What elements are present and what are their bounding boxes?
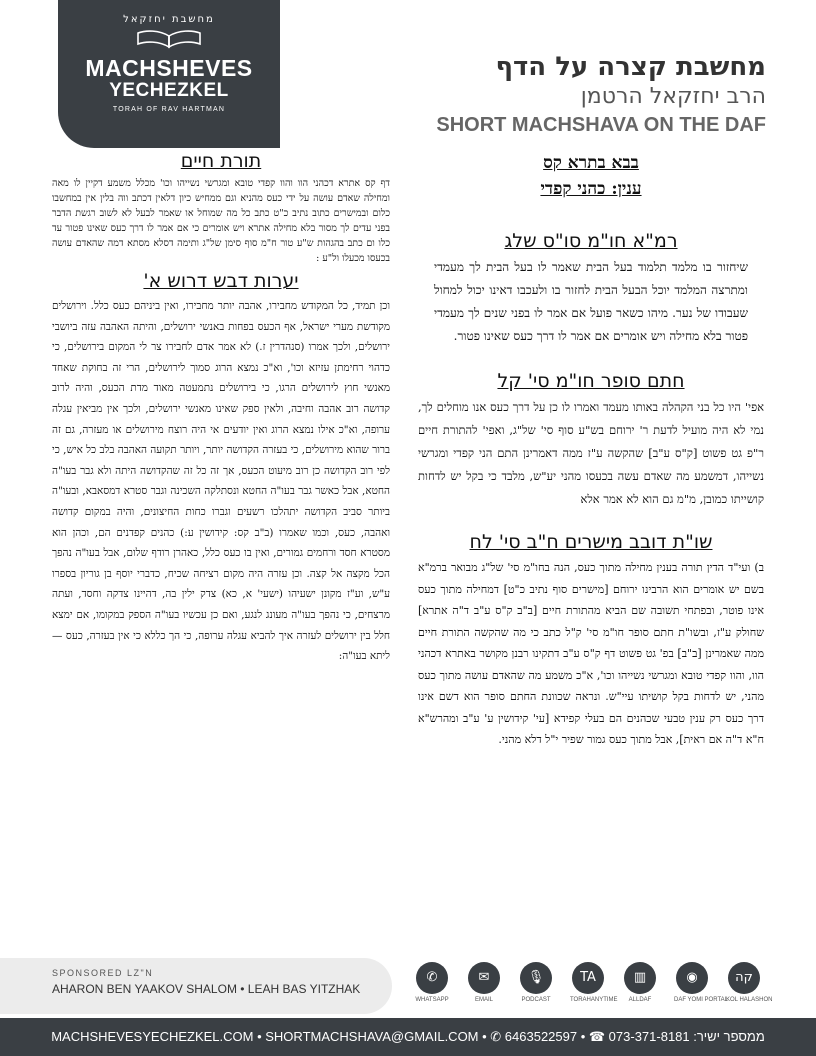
section-title-dovev-meisharim: שו"ת דובב מישרים ח"ב סי' לח [469, 531, 713, 553]
section-text-dovev-meisharim: ב) ועי"ד הדין תורה בענין מחילה מתוך כעס, הנה בחו"מ סי' של"ג מבואר ברמ"א בשם יש אומרים הוא הרבינו ירוחם [מישרים סוף נתיב כ"ט] דמחילה מתוך כעס אינו פוטר, ובפתחי תשובה שם הביא מהתורת חיים [ב"ב ק"ס ע"ב ד"ה אתרא] שחולק ע"ז, ובשו"ת חתם סופר חו"מ סי' ק"ל כתב כי מה שהקשה התורת חיים ממה שאמרינן [ב"ב] בפ' גט פשוט דף ק"ס ע"ב דתקינו רבנן מקושר באתרא דכהני הוו, והוו קפדי טובא ומגרשי נשייהו וכו', א"כ משמע מה שהאדם עושה מתוך כעס מהני, יש לדחות בקל קושיתו עיי"ש. ונראה שכוונת החתם סופר הוא דשם אינו דרך כעס רק ענין טבעי שכהנים הם בעלי קפידא [עי' קידושין ע' ע"ב ומהרש"א ח"א ד"ה אם ראית], אבל מתוך כעס גמור שפיר י"ל דלא מהני. [418, 561, 764, 746]
page-title-english: SHORT MACHSHAVA ON THE DAF [436, 114, 766, 136]
whatsapp-link[interactable]: ✆ WHATSAPP [414, 962, 450, 1003]
kolhalashon-icon: קה [728, 962, 760, 994]
links-bar [414, 962, 774, 1012]
kolhalashon-link[interactable]: קה KOL HALASHON [726, 962, 762, 1003]
section-title-toras-chaim: תורת חיים [180, 150, 262, 172]
page-title: מחשבת קצרה על הדף [495, 52, 766, 82]
section-text-toras-chaim: דף קס אתרא דכהני הוו והוו קפדי טובא ומגרשי נשייהו וכו' מכלל משמע דקיין לו מאה ומחילה שאדם עושה על ידי כעס מהניא וגם ממחיש כיון דלאין דכתב ווה בלין אין במחשבו כלום ובמישרים כתוב נתיב כ"ט כתב כל מה שמוחל או שאמר לבעל לא לשוב רגשת הדבר בפני עדים לך מסור בלא מחילה אתרא ויש אומרים כי אם אמר לו דרך כעס שאינו פטור עד כלו ום כתב בהגהות ש"ע טור ח"מ סוף סימן של"ג ותימה דסלא מסתא דמה שהאדם עושה בכעסו מכעלו ול"ע : [52, 178, 390, 264]
book-icon [134, 27, 204, 49]
dafyomi-portal-icon: ◉ [676, 962, 708, 994]
sponsor-names: AHARON BEN YAAKOV SHALOM • LEAH BAS YITZHAK [52, 982, 361, 996]
logo-line2: YECHEZKEL [109, 80, 229, 101]
dafyomi-portal-link[interactable]: ◉ DAF YOMI PORTAL [674, 962, 710, 1003]
section-text-chasam-sofer: אפי' היו כל בני הקהלה באותו מעמד ואמרו לו כן על דרך כעס אנו מוחלים לך, נמי לא היה מועיל לדעת ר' ירוחם בש"ע סוף סי' של"ג, ואפי' להתורת חיים ר"פ גט פשוט [ק"ס ע"ב] שהקשה ע"ז ממה דאמרינן התם הני קפדי ומגרשי נשייהו, דמשמע מה שאדם עשה בכעסו מהני יע"ש, מלבד כי בקל יש לדחות קושייתו כמובן, מ"מ גם הוא לא אמר אלא [418, 400, 764, 506]
logo [58, 0, 280, 148]
page-header [436, 52, 766, 138]
left-column [52, 150, 390, 671]
section-text-yaaros-devash: וכן תמיד, כל המקודש מחבירו, אהבה יותר מחבירו, ואין ביניהם כעס כלל. וירושלים מקודשת מערי ישראל, אף הכעס בפחות באנשי ירושלים, והיתה האהבה עזה ביושבי ירושלים, ולכך אמרו (סנהדרין ז.) לא אמר אדם לחבירו צר לי המקום בירושלים, כי כדהוי רחימתן עזיזא וכו', וא"כ נמצא הרוג סמוך לירושלים, הרי זה בחוקת שאחד מאנשי חוץ לירושלים הרגו, כי בירושלים נתמעטה מאוד מדת הכעס, והיה לרוב קדושה רוב אהבה וחיבה, ולאין ספק שאינו מאנשי ירושלים, ולכך אין מביאין עגלה ערופה, וא"כ אילו נמצא הרוג ואין יודעים אי היה רוצח מירושלים או מעזרה, גם זה ברור שהוא מירושלים, כי בעזרה הקדושה יותר, ויותר תקועה האהבה בלב כל איש, כי לפי רוב הקדושה כן רוב מיעוט הכעס, אך זה כל זה שהקדושה היתה ולא גבר בעו"ה החטא, אבל כאשר גבר בעו"ה החטא ונסתלקה השכינה וגבר סטרא דמסאבא, ובעו"ה ביותר סביב הקדושה יתהלכו רשעים וגברו כחות החיצונים, והיה במקום קדושה ואהבה, כעס, וכמו שאמרו (ב"ב קס: קידושין ע:) כהנים קפדנים הם, וכהן הוא מסטרא חסד ורחמים גמורים, ואין בו כעס כלל, כאהרן רודף שלום, אבל בעו"ה נהפך הכל מקצה אל קצה. וכן עזרה היה מקום רציחה שכיח, כדברי יוסף בן גוריון בספרו ע"ש, וע"ז מקונן ישעיהו (ישעי' א, כא) צדק ילין בה, דהיינו צדקה וחסד, ועתה מרצחים, כי נהפך בעו"ה מעונג לנגע, ואם כן עכשיו בעו"ה הספק במקומו, אם ימצא חלל בין ירושלים לעזרה איך להביא עגלה ערופה, כי הך כללא כי אין בעזרה, כעס — ליתא בעו"ה: [52, 300, 390, 663]
logo-line1: MACHSHEVES [85, 55, 253, 81]
section-title-rema: רמ"א חו"מ סו"ס שלג [504, 230, 678, 252]
podcast-link[interactable]: 🎙 PODCAST [518, 962, 554, 1003]
podcast-icon: 🎙 [520, 962, 552, 994]
alldaf-link[interactable]: ▥ ALLDAF [622, 962, 658, 1003]
author-name: הרב יחזקאל הרטמן [580, 84, 766, 109]
sponsor-label: SPONSORED LZ"N [52, 968, 154, 978]
email-icon: ✉ [468, 962, 500, 994]
daf-title: בבא בתרא קס [543, 153, 639, 173]
logo-tagline: TORAH OF RAV HARTMAN [112, 106, 226, 113]
section-text-rema: שיחזור בו מלמד תלמוד בעל הבית שאמר לו בעל הבית לך מעמדי ומתרצה המלמד יוכל הבעל הבית לחזור בו ולעכבו דאינו יכול למחול שעבודו של נער. מיהו כשאר פועל אם אמר לו בפני שנים לך מעמדי פטור בלא מחילה ויש אומרים אם אמר לו דרך כעס שאינו פטור. [434, 260, 748, 343]
footer-contact: MACHSHEVESYECHEZKEL.COM • SHORTMACHSHAVA@GMAIL.COM • ✆ 6463522597 • ☎ 073-371-8181 :ממספר ישיר [0, 1018, 816, 1056]
email-link[interactable]: ✉ EMAIL [466, 962, 502, 1003]
torahanytime-icon: TA [572, 962, 604, 994]
section-title-chasam-sofer: חתם סופר חו"מ סי' קל [497, 370, 685, 392]
logo-hebrew: מחשבת יחזקאל [123, 14, 215, 25]
section-title-yaaros-devash: יערות דבש דרוש א' [143, 270, 299, 292]
alldaf-icon: ▥ [624, 962, 656, 994]
right-column [418, 150, 764, 755]
whatsapp-icon: ✆ [416, 962, 448, 994]
topic-title: ענין: כהני קפדי [540, 179, 642, 199]
torahanytime-link[interactable]: TA TORAHANYTIME [570, 962, 606, 1003]
sponsor-banner [0, 958, 392, 1014]
